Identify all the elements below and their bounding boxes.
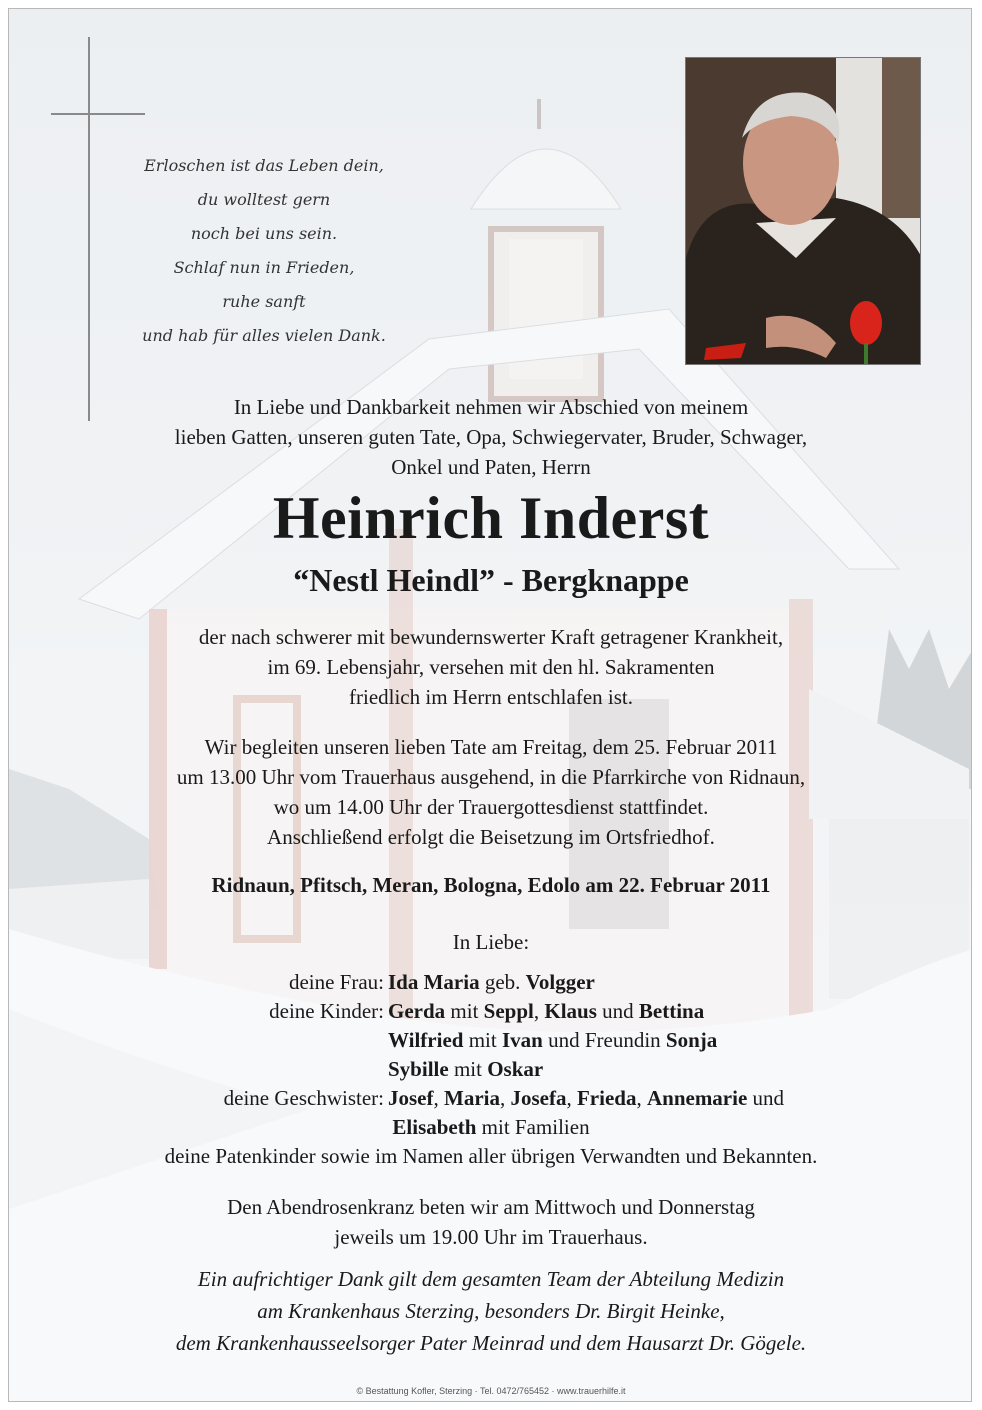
siblings-connector: mit Familien [476, 1115, 590, 1139]
in-liebe-heading: In Liebe: [452, 930, 530, 954]
kids-value [388, 1055, 543, 1084]
funeral-line: wo um 14.00 Uhr der Trauergottesdienst stattfindet. [273, 795, 709, 819]
kids-connector: , [533, 999, 545, 1023]
wife-first-name: Ida Maria [388, 970, 480, 994]
siblings-connector: , [499, 1086, 511, 1110]
thanks-line: Ein aufrichtiger Dank gilt dem gesamten Team der Abteilung Medizin [197, 1267, 785, 1291]
family-row-siblings-1 [0, 1084, 982, 1113]
sibling-name: Josefa [510, 1086, 567, 1110]
intro-line: In Liebe und Dankbarkeit nehmen wir Abschied von meinem [233, 395, 749, 419]
sibling-name: Maria [444, 1086, 500, 1110]
deceased-nickname: “Nestl Heindl” - Bergknappe [293, 562, 689, 598]
family-row-siblings-2 [0, 1113, 982, 1142]
kids-label: deine Kinder: [269, 999, 384, 1023]
siblings-label: deine Geschwister: [223, 1086, 384, 1110]
poem-line: du wolltest gern [197, 190, 331, 209]
child-name: Sybille [388, 1057, 449, 1081]
kids-connector: mit [448, 1057, 488, 1081]
wife-value [388, 968, 595, 997]
family-row-kids-1 [0, 997, 982, 1026]
kids-connector: und [596, 999, 639, 1023]
thanks-line: dem Krankenhausseelsorger Pater Meinrad und dem Hausarzt Dr. Gögele. [175, 1331, 807, 1355]
intro-text [0, 392, 982, 482]
poem-line: ruhe sanft [222, 292, 306, 311]
death-text [0, 622, 982, 712]
thanks-text [0, 1263, 982, 1359]
sibling-name: Elisabeth [392, 1115, 477, 1139]
poem-line: Schlaf nun in Frieden, [173, 258, 355, 277]
deceased-name: Heinrich Inderst [272, 485, 710, 551]
funeral-line: Anschließend erfolgt die Beisetzung im Ortsfriedhof. [267, 825, 715, 849]
partner-name: Oskar [487, 1057, 544, 1081]
rosary-text [0, 1192, 982, 1252]
child-name: Wilfried [388, 1028, 464, 1052]
family-row-kids-3 [0, 1055, 982, 1084]
sibling-name: Annemarie [646, 1086, 748, 1110]
family-list [0, 968, 982, 1171]
family-row-kids-2 [0, 1026, 982, 1055]
child-name: Gerda [388, 999, 446, 1023]
godchildren-line: deine Patenkinder sowie im Namen aller übrigen Verwandten und Bekannten. [164, 1144, 818, 1168]
funeral-text [0, 732, 982, 852]
death-line: der nach schwerer mit bewundernswerter Kraft getragener Krankheit, [198, 625, 784, 649]
death-line: im 69. Lebensjahr, versehen mit den hl. Sakramenten [267, 655, 715, 679]
siblings-value [388, 1084, 784, 1113]
partner-name: Ivan [501, 1028, 543, 1052]
cross-icon-horizontal [51, 113, 145, 115]
funeral-line: Wir begleiten unseren lieben Tate am Freitag, dem 25. Februar 2011 [204, 735, 778, 759]
siblings-connector: , [636, 1086, 647, 1110]
siblings-connector: , [433, 1086, 444, 1110]
places-date: Ridnaun, Pfitsch, Meran, Bologna, Edolo am 22. Februar 2011 [211, 873, 771, 897]
siblings-connector: , [566, 1086, 577, 1110]
death-line: friedlich im Herrn entschlafen ist. [349, 685, 633, 709]
family-row-wife [0, 968, 982, 997]
wife-label: deine Frau: [288, 970, 384, 994]
wife-maiden-name: Volgger [525, 970, 595, 994]
intro-line: lieben Gatten, unseren guten Tate, Opa, Schwiegervater, Bruder, Schwager, [174, 425, 808, 449]
sibling-name: Frieda [576, 1086, 637, 1110]
partner-name: Sonja [665, 1028, 718, 1052]
poem-line: noch bei uns sein. [190, 224, 338, 243]
cross-icon-vertical [88, 37, 90, 421]
kids-connector: mit [463, 1028, 502, 1052]
child-name: Klaus [544, 999, 597, 1023]
rosary-line: Den Abendrosenkranz beten wir am Mittwoch und Donnerstag [227, 1195, 755, 1219]
kids-value [388, 1026, 717, 1055]
siblings-connector: und [747, 1086, 785, 1110]
portrait-image [686, 58, 921, 365]
wife-geb: geb. [479, 970, 526, 994]
kids-connector: mit [445, 999, 484, 1023]
partner-name: Seppl [483, 999, 534, 1023]
thanks-line: am Krankenhaus Sterzing, besonders Dr. Birgit Heinke, [257, 1299, 725, 1323]
intro-line: Onkel und Paten, Herrn [391, 455, 591, 479]
partner-name: Bettina [638, 999, 705, 1023]
kids-value [388, 997, 704, 1026]
rosary-line: jeweils um 19.00 Uhr im Trauerhaus. [334, 1225, 648, 1249]
portrait-photo [685, 57, 921, 365]
poem-line: Erloschen ist das Leben dein, [144, 156, 384, 175]
poem [139, 149, 389, 353]
funeral-line: um 13.00 Uhr vom Trauerhaus ausgehend, in die Pfarrkirche von Ridnaun, [176, 765, 806, 789]
poem-line: und hab für alles vielen Dank. [142, 326, 386, 345]
kids-connector: und Freundin [542, 1028, 666, 1052]
sibling-name: Josef [388, 1086, 434, 1110]
footer-credit: © Bestattung Kofler, Sterzing · Tel. 0472/765452 · www.trauerhilfe.it [356, 1386, 626, 1396]
